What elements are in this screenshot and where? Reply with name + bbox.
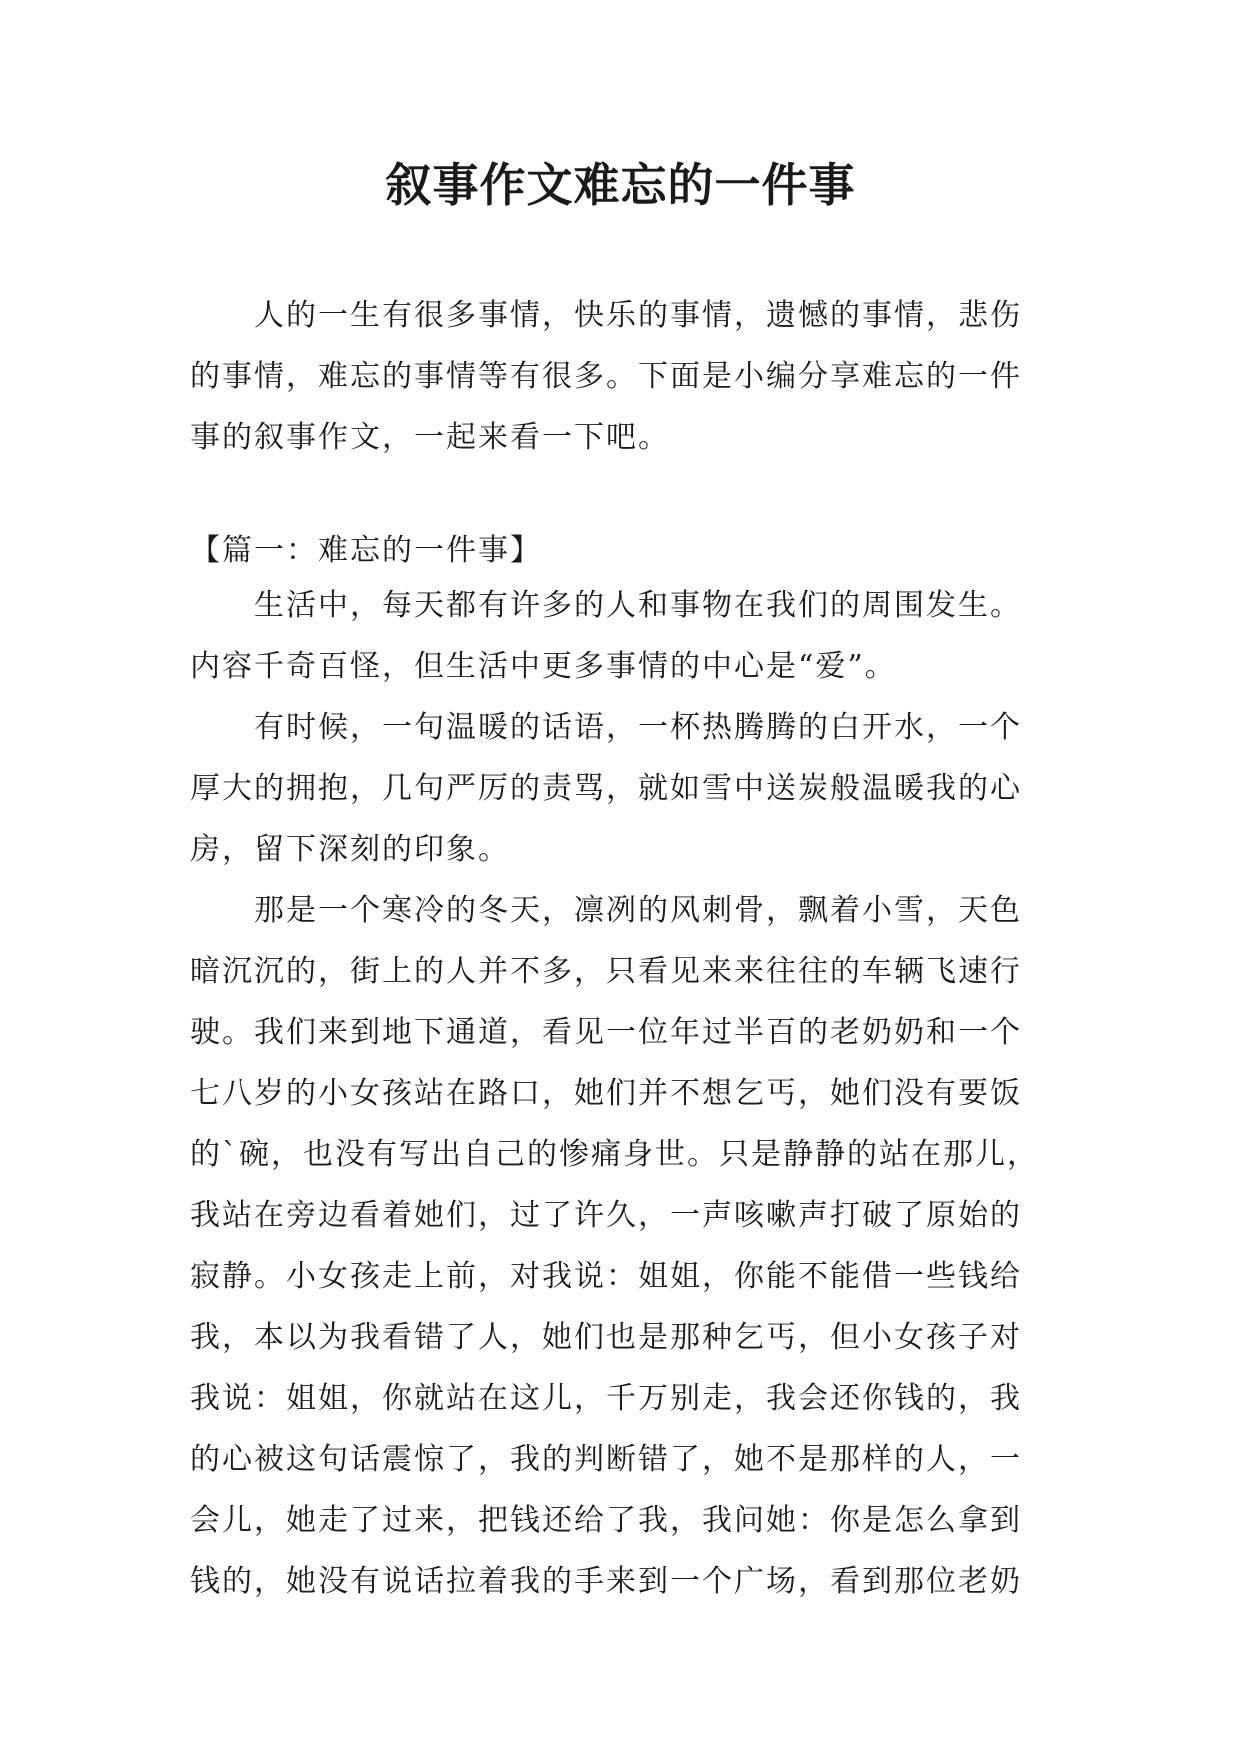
- document-title: 叙事作文难忘的一件事: [385, 158, 856, 212]
- text-line: 暗沉沉的，街上的人并不多，只看见来来往往的车辆飞速行: [190, 954, 1022, 989]
- text-line: 我站在旁边看着她们，过了许久，一声咳嗽声打破了原始的: [190, 1198, 1022, 1233]
- text-line: 房，留下深刻的印象。: [190, 832, 510, 867]
- text-line: 那是一个寒冷的冬天，凛冽的风刺骨，飘着小雪，天色: [254, 893, 1022, 928]
- text-line: 生活中，每天都有许多的人和事物在我们的周围发生。: [254, 588, 1022, 623]
- text-line: 寂静。小女孩走上前，对我说：姐姐，你能不能借一些钱给: [190, 1259, 1022, 1294]
- section-heading: [190, 520, 1050, 581]
- text-line: 我说：姐姐，你就站在这儿，千万别走，我会还你钱的，我: [190, 1381, 1022, 1416]
- text-line: 驶。我们来到地下通道，看见一位年过半百的老奶奶和一个: [190, 1015, 1022, 1050]
- text-line: 钱的，她没有说话拉着我的手来到一个广场，看到那位老奶: [190, 1564, 1022, 1599]
- section-heading-text: 【篇一：难忘的一件事】: [190, 533, 542, 568]
- text-line: 我，本以为我看错了人，她们也是那种乞丐，但小女孩子对: [190, 1320, 1022, 1355]
- text-line: 的心被这句话震惊了，我的判断错了，她不是那样的人，一: [190, 1442, 1022, 1477]
- text-line: 厚大的拥抱，几句严厉的责骂，就如雪中送炭般温暖我的心: [190, 771, 1022, 806]
- text-line: 人的一生有很多事情，快乐的事情，遗憾的事情，悲伤: [254, 298, 1022, 333]
- text-line: 有时候，一句温暖的话语，一杯热腾腾的白开水，一个: [254, 710, 1022, 745]
- intro-paragraph: [190, 285, 1050, 468]
- text-line: 的事情，难忘的事情等有很多。下面是小编分享难忘的一件: [190, 359, 1022, 394]
- text-line: 内容千奇百怪，但生活中更多事情的中心是“爱”。: [190, 649, 897, 684]
- text-line: 事的叙事作文，一起来看一下吧。: [190, 420, 670, 455]
- text-line: 会儿，她走了过来，把钱还给了我，我问她：你是怎么拿到: [190, 1503, 1022, 1538]
- article-body: [190, 575, 1050, 1612]
- text-line: 七八岁的小女孩站在路口，她们并不想乞丐，她们没有要饭: [190, 1076, 1022, 1111]
- text-line: 的`碗，也没有写出自己的惨痛身世。只是静静的站在那儿，: [190, 1137, 1039, 1172]
